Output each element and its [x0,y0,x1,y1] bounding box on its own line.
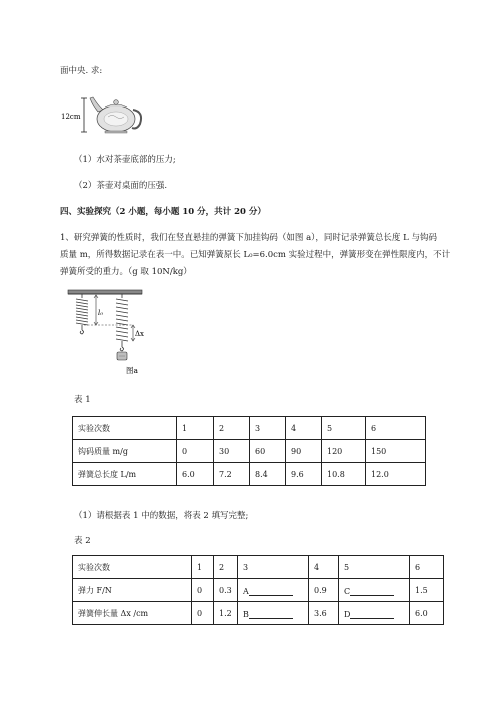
problem-line-1: 1、研究弹簧的性质时，我们在竖直悬挂的弹簧下加挂钩码（如图 a），同时记录弹簧总长度 L 与钩码 [60,233,437,243]
ceiling-bar [68,290,142,294]
table-cell: 90 [286,440,322,463]
table2-title: 表 2 [74,536,91,546]
question-2: （2）茶壶对桌面的压强. [74,181,168,191]
table-cell: 实验次数 [73,556,192,579]
answer-cell-b[interactable] [238,602,309,625]
table-row [73,463,426,486]
table-cell: 6 [410,556,444,579]
answer-blank-c[interactable] [350,585,394,596]
table-cell: 0.3 [214,579,238,602]
table-row [73,417,426,440]
table-cell: 4 [286,417,322,440]
teapot-spout [90,97,103,112]
table-cell: 7.2 [214,463,250,486]
table-cell: 10.8 [322,463,366,486]
answer-blank-d[interactable] [350,608,394,619]
table-cell: 150 [366,440,426,463]
table-cell: 弹簧总长度 L/m [73,463,177,486]
table-cell: 2 [214,417,250,440]
table-cell: 4 [309,556,339,579]
answer-cell-c[interactable] [339,579,410,602]
table-cell: 1 [192,556,214,579]
table-row [73,602,444,625]
table-cell: 5 [322,417,366,440]
teapot-knob [114,100,119,105]
answer-blank-b[interactable] [249,608,293,619]
answer-label-c: C [344,586,351,596]
answer-blank-a[interactable] [249,585,293,596]
table-cell: 2 [214,556,238,579]
table-2 [72,555,444,625]
table1-title: 表 1 [74,395,91,405]
table-cell: 9.6 [286,463,322,486]
table-cell: 0 [192,579,214,602]
table-cell: 5 [339,556,410,579]
table-cell: 6.0 [177,463,214,486]
table-cell: 弹簧伸长量 Δx /cm [73,602,192,625]
section-title: 四、实验探究（2 小题，每小题 10 分，共计 20 分） [60,207,266,217]
table-cell: 3.6 [309,602,339,625]
table-cell: 8.4 [250,463,286,486]
dx-label: Δx [135,330,145,338]
l0-label: l₀ [98,309,104,317]
spring-left [76,294,88,334]
problem-line-3: 弹簧所受的重力。（g 取 10N/kg） [60,267,192,277]
answer-cell-d[interactable] [339,602,410,625]
table-cell: 3 [238,556,309,579]
answer-label-d: D [344,609,351,619]
table-cell: 0 [177,440,214,463]
answer-label-a: A [243,586,249,596]
sub-question-1: （1）请根据表 1 中的数据，将表 2 填写完整; [74,511,249,521]
table-cell: 6.0 [410,602,444,625]
table-cell: 0 [192,602,214,625]
table-cell: 6 [366,417,426,440]
problem-line-2: 质量 m，所得数据记录在表一中。已知弹簧原长 L₀=6.0cm 实验过程中，弹簧形变在弹性限度内，不计 [60,250,451,260]
table-cell: 0.9 [309,579,339,602]
answer-cell-a[interactable] [238,579,309,602]
figure-caption: 图a [126,366,138,375]
table-row [73,440,426,463]
table-cell: 钩码质量 m/g [73,440,177,463]
teapot-height-label: 12cm [61,113,81,121]
table-row [73,556,444,579]
table-cell: 弹力 F/N [73,579,192,602]
table-cell: 60 [250,440,286,463]
answer-label-b: B [243,609,249,619]
table-cell: 120 [322,440,366,463]
question-1: （1）水对茶壶底部的压力; [74,155,176,165]
table-cell: 1.2 [214,602,238,625]
table-cell: 实验次数 [73,417,177,440]
table-1 [72,416,426,486]
table-cell: 30 [214,440,250,463]
intro-tail-text: 面中央. 求: [60,66,103,76]
table-cell: 12.0 [366,463,426,486]
table-cell: 3 [250,417,286,440]
table-cell: 1.5 [410,579,444,602]
table-row [73,579,444,602]
spring-figure [62,287,152,375]
table-cell: 1 [177,417,214,440]
teapot-figure [60,86,160,138]
spring-right [116,294,128,351]
